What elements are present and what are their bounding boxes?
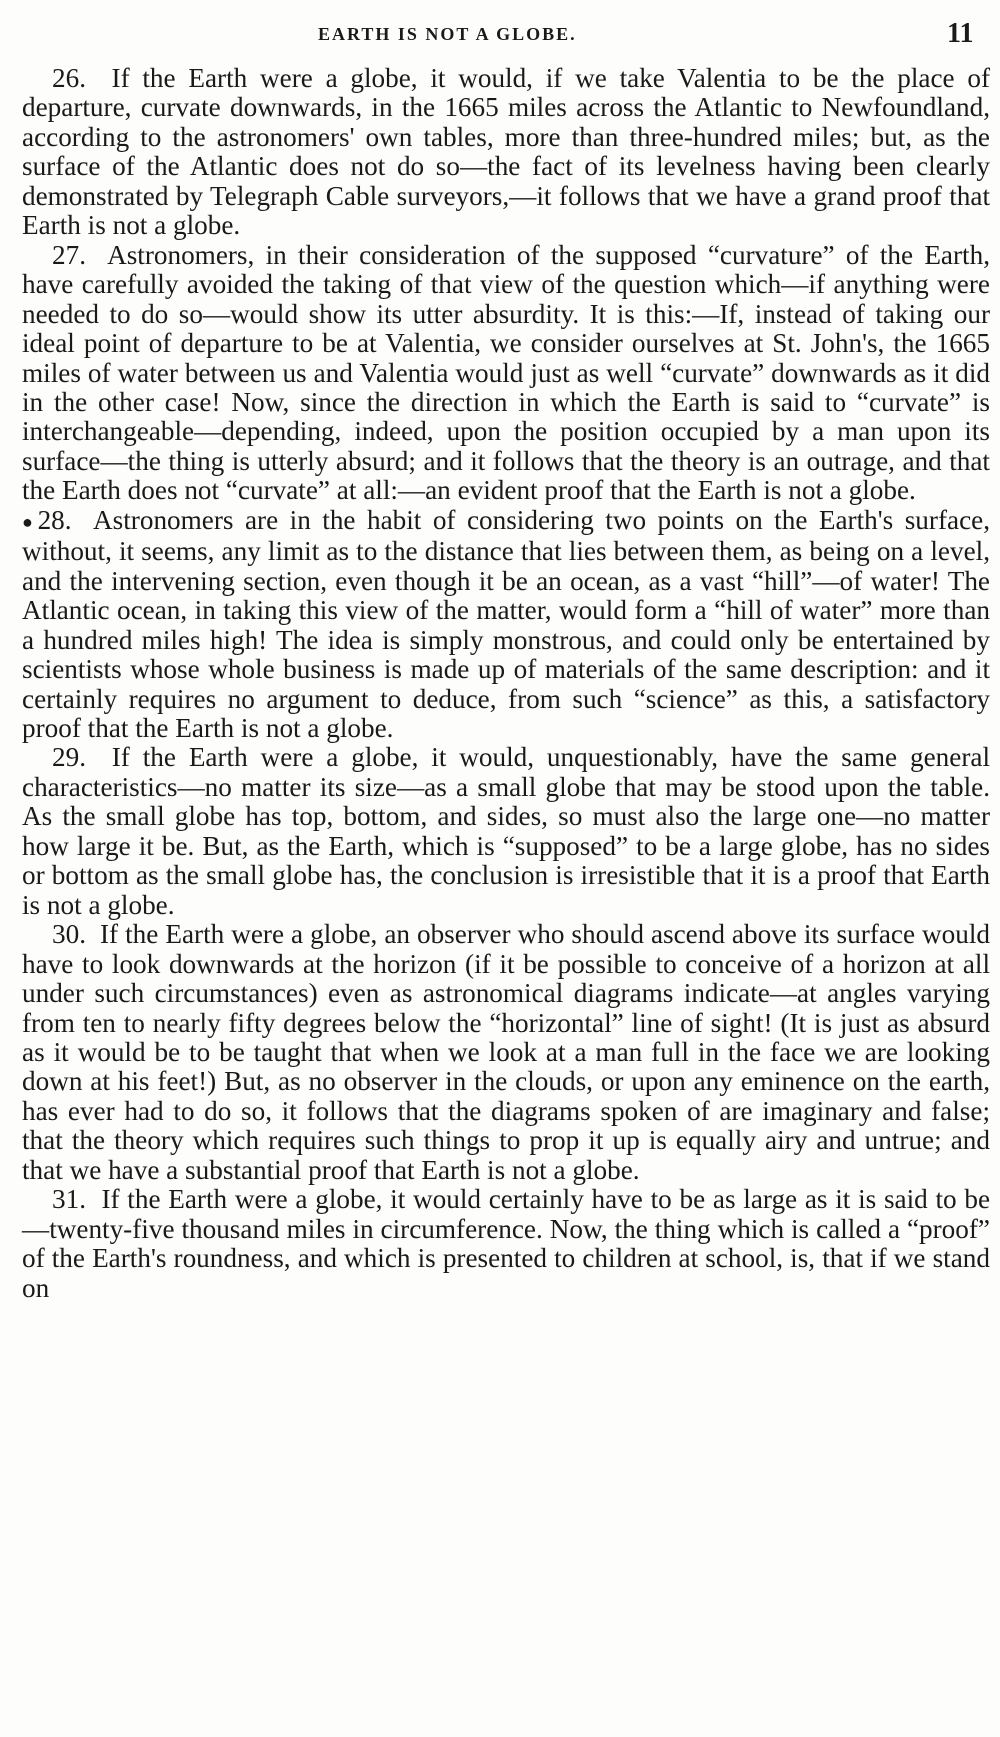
paragraph-text: Astronomers are in the habit of considering two points on the Earth's surface, without, it seems, any limit as to the distance that lies between them, as being on a level, and the intervening section, even though it be an ocean, as a vast “hill”—of water! The Atlantic ocean, in taking this view of the matter, would form a “hill of water” more than a hundred miles high! The idea is simply monstrous, and could only be entertained by scientists whose whole business is made up of materials of the same description: and it certainly requires no argument to deduce, from such “science” as this, a satisfactory proof that the Earth is not a globe.: [22, 504, 991, 743]
paragraph-text: If the Earth were a globe, it would, unquestionably, have the same general characteristics—no matter its size—as a small globe that may be stood upon the table. As the small globe has top, bottom, and sides, so must also the large one—no matter how large it be. But, as the Earth, which is “supposed” to be a large globe, has no sides or bottom as the small globe has, the conclusion is irresistible that it is a proof that Earth is not a globe.: [22, 742, 990, 920]
paragraph-30: [22, 920, 990, 1185]
paragraph-text: If the Earth were a globe, it would certainly have to be as large as it is said to be—twenty-five thousand miles in circumference. Now, the thing which is called a “proof” of the Earth's roundness, and which is presented to children at school, is, that if we stand on: [22, 1184, 991, 1303]
paragraph-number: 29.: [52, 742, 86, 773]
paragraph-28: [22, 506, 990, 744]
body-text: [22, 64, 990, 1303]
paragraph-number: 30.: [52, 919, 86, 950]
paragraph-number: 31.: [52, 1184, 86, 1215]
paragraph-27: [22, 241, 990, 506]
paragraph-31: [22, 1185, 990, 1303]
paragraph-text: If the Earth were a globe, it would, if we take Valentia to be the place of departure, curvate downwards, in the 1665 miles across the Atlantic to Newfoundland, according to the astronomers' own tables, more than three-hundred miles; but, as the surface of the Atlantic does not do so—the fact of its levelness having been clearly demonstrated by Telegraph Cable surveyors,—it follows that we have a grand proof that Earth is not a globe.: [22, 63, 991, 241]
page-number: 11: [947, 18, 974, 49]
paragraph-29: [22, 743, 990, 920]
paragraph-number: 28.: [37, 504, 72, 535]
bullet-mark: ●: [22, 511, 38, 532]
paragraph-26: [22, 64, 990, 241]
running-head: EARTH IS NOT A GLOBE.: [318, 24, 577, 44]
paragraph-number: 27.: [52, 239, 86, 270]
page-header: [0, 18, 1000, 58]
paragraph-number: 26.: [52, 63, 86, 93]
paragraph-text: Astronomers, in their consideration of the supposed “curvature” of the Earth, have carefully avoided the taking of that view of the question which—if anything were needed to do so—would show its utter absurdity. It is this:—If, instead of taking our ideal point of departure to be at Valentia, we consider ourselves at St. John's, the 1665 miles of water between us and Valentia would just as well “curvate” downwards as it did in the other case! Now, since the direction in which the Earth is said to “curvate” is interchangeable—depending, indeed, upon the position occupied by a man upon its surface—the thing is utterly absurd; and it follows that the theory is an outrage, and that the Earth does not “curvate” at all:—an evident proof that the Earth is not a globe.: [22, 239, 990, 506]
paragraph-text: If the Earth were a globe, an observer who should ascend above its surface would have to look downwards at the horizon (if it be possible to conceive of a horizon at all under such circumstances) even as astronomical diagrams indicate—at angles varying from ten to nearly fifty degrees below the “horizontal” line of sight! (It is just as absurd as it would be to be taught that when we look at a man full in the face we are looking down at his feet!) But, as no observer in the clouds, or upon any eminence on the earth, has ever had to do so, it follows that the diagrams spoken of are imaginary and false; that the theory which requires such things to prop it up is equally airy and untrue; and that we have a substantial proof that Earth is not a globe.: [22, 919, 990, 1185]
